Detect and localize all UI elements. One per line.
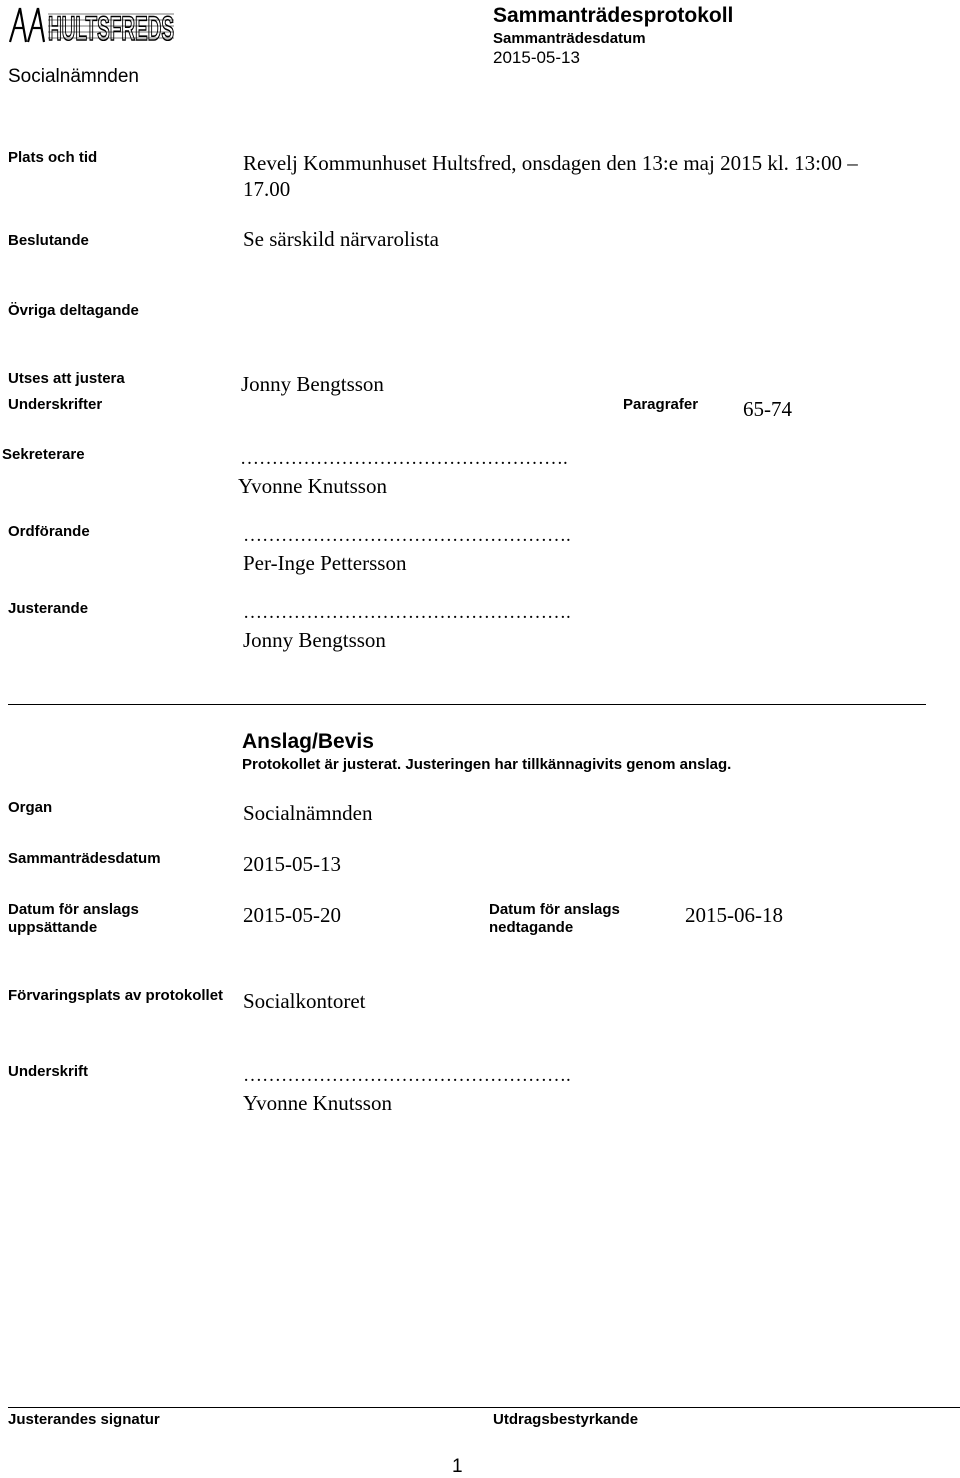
- underskrift-line: …………………………………………….: [243, 1065, 571, 1086]
- storage-value: Socialkontoret: [243, 989, 366, 1013]
- signature-role-label: Ordförande: [8, 523, 90, 540]
- storage-label: Förvaringsplats av protokollet: [8, 987, 224, 1004]
- adjust-label: Utses att justera: [8, 370, 125, 387]
- page-title: Sammanträdesprotokoll: [493, 4, 734, 27]
- adjust-value: Jonny Bengtsson: [241, 372, 384, 396]
- svg-text:HULTSFREDS: HULTSFREDS: [48, 10, 174, 48]
- signatures-label: Underskrifter: [8, 396, 103, 413]
- organ-value: Socialnämnden: [243, 801, 373, 825]
- organ-label: Organ: [8, 799, 53, 816]
- anslag-subtext: Protokollet är justerat. Justeringen har tillkännagivits genom anslag.: [242, 756, 732, 773]
- page-number: 1: [452, 1456, 463, 1477]
- signature-name: Yvonne Knutsson: [238, 474, 387, 498]
- municipality-logo: [8, 4, 176, 48]
- posted-date-value: 2015-05-20: [243, 903, 341, 927]
- signature-name: Per-Inge Pettersson: [243, 551, 407, 575]
- underskrift-label: Underskrift: [8, 1063, 89, 1080]
- removed-date-value: 2015-06-18: [685, 903, 783, 927]
- department-name: Socialnämnden: [8, 66, 139, 87]
- footer-certification-label: Utdragsbestyrkande: [493, 1411, 639, 1428]
- anslag-heading: Anslag/Bevis: [242, 730, 374, 753]
- paragraphs-value: 65-74: [743, 397, 792, 421]
- header-date-label: Sammanträdesdatum: [493, 30, 646, 47]
- removed-date-label: Datum för anslags nedtagande: [489, 901, 620, 936]
- footer-divider: [8, 1407, 960, 1408]
- paragraphs-label: Paragrafer: [623, 396, 699, 413]
- signature-line: …………………………………………….: [243, 525, 571, 546]
- place-line-1: Revelj Kommunhuset Hultsfred, onsdagen den 13:e maj 2015 kl. 13:00 –: [243, 151, 858, 175]
- section-divider: [8, 704, 926, 705]
- others-label: Övriga deltagande: [8, 302, 139, 319]
- signature-line: …………………………………………….: [240, 448, 568, 469]
- meeting-date-label: Sammanträdesdatum: [8, 850, 161, 867]
- signature-role-label: Justerande: [8, 600, 89, 617]
- place-line-2: 17.00: [243, 177, 291, 201]
- signature-role-label: Sekreterare: [2, 446, 85, 463]
- place-label: Plats och tid: [8, 149, 98, 166]
- deciding-value: Se särskild närvarolista: [243, 227, 439, 251]
- deciding-label: Beslutande: [8, 232, 89, 249]
- signature-name: Jonny Bengtsson: [243, 628, 386, 652]
- posted-date-label: Datum för anslags uppsättande: [8, 901, 139, 936]
- header-date-value: 2015-05-13: [493, 48, 580, 67]
- meeting-date-value: 2015-05-13: [243, 852, 341, 876]
- place-value: [243, 150, 923, 202]
- signature-line: …………………………………………….: [243, 602, 571, 623]
- underskrift-name: Yvonne Knutsson: [243, 1091, 392, 1115]
- footer-signature-label: Justerandes signatur: [8, 1411, 160, 1428]
